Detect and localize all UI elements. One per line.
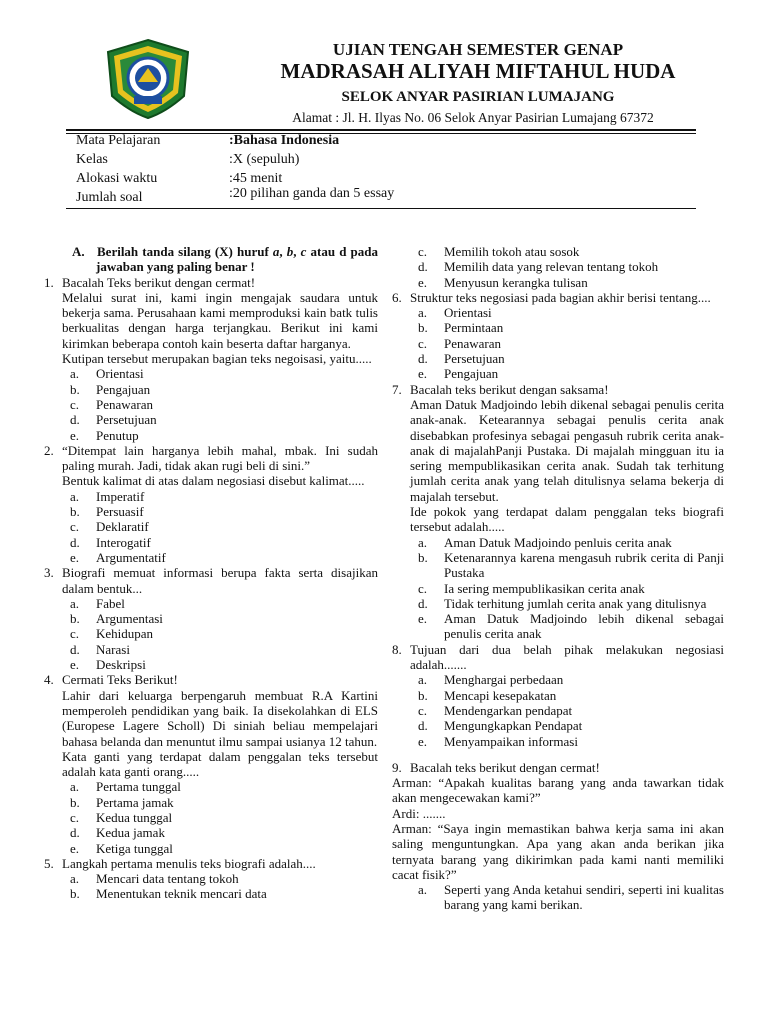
- question-9: [392, 760, 724, 775]
- option-a[interactable]: a. Orientasi: [418, 305, 492, 321]
- question-1: [44, 275, 378, 290]
- option-b[interactable]: b. Mencapi kesepakatan: [418, 687, 557, 703]
- dialogue-line: Arman: “Saya ingin memastikan bahwa kerja sama ini akan saling menguntungkan. Apa yang akan anda berikan jika ternyata barang yang dikirimkan pada kami nanti memiliki cacat fisik?”: [392, 820, 724, 882]
- option-d[interactable]: d. Narasi: [70, 641, 130, 657]
- header-divider-thin: [66, 133, 696, 134]
- info-label: Alokasi waktu: [76, 171, 158, 186]
- options-list: [44, 596, 378, 672]
- option-e[interactable]: e. Aman Datuk Madjoindo lebih dikenal sebagai penulis cerita anak: [418, 611, 724, 642]
- option-e[interactable]: e. Menyampaikan informasi: [418, 733, 578, 749]
- school-name: MADRASAH ALIYAH MIFTAHUL HUDA: [280, 59, 676, 83]
- options-list: [392, 535, 724, 642]
- info-value: :Bahasa Indonesia: [229, 133, 340, 148]
- section-instruction: A. Berilah tanda silang (X) huruf a, b, c atau d pada jawaban yang paling benar !: [72, 244, 379, 275]
- options-list: [44, 871, 378, 902]
- option-a[interactable]: a. Mencari data tentang tokoh: [70, 871, 239, 887]
- question-prompt: Bentuk kalimat di atas dalam negosiasi disebut kalimat.....: [62, 473, 365, 489]
- question-prompt: Kutipan tersebut merupakan bagian teks negoisasi, yaitu.....: [62, 351, 372, 367]
- option-a[interactable]: a. Pertama tunggal: [70, 779, 181, 795]
- question-number: 9.: [392, 759, 402, 775]
- question-number: 6.: [392, 289, 402, 305]
- right-column: [392, 244, 724, 913]
- option-e[interactable]: e. Menyusun kerangka tulisan: [418, 274, 588, 290]
- option-b[interactable]: b. Pengajuan: [70, 381, 151, 397]
- question-number: 7.: [392, 381, 402, 397]
- options-list: [44, 489, 378, 565]
- option-d[interactable]: d. Mengungkapkan Pendapat: [418, 718, 583, 734]
- question-number: 8.: [392, 641, 402, 657]
- spacer: [392, 749, 724, 760]
- option-d[interactable]: d. Persetujuan: [70, 412, 157, 428]
- question-8: [392, 642, 724, 673]
- info-value: :X (sepuluh): [229, 152, 300, 167]
- question-number: 3.: [44, 565, 54, 581]
- options-list: [392, 672, 724, 748]
- option-a[interactable]: a. Fabel: [70, 595, 125, 611]
- info-label: Jumlah soal: [76, 190, 143, 205]
- option-b[interactable]: b. Menentukan teknik mencari data: [70, 886, 267, 902]
- option-c[interactable]: c. Memilih tokoh atau sosok: [418, 244, 580, 259]
- options-list: [392, 882, 724, 913]
- question-text: Bacalah teks berikut dengan saksama!: [410, 381, 609, 397]
- options-list: [44, 779, 378, 855]
- question-passage: Melalui surat ini, kami ingin mengajak saudara untuk bekerja sama. Perusahaan kami memproduksi kain batk tulis berkualitas dengan harga terjangkau. Berikut ini kami kirimkan beberapa contoh kain beserta daftar harganya.: [62, 289, 378, 351]
- question-text: Bacalah Teks berikut dengan cermat!: [62, 274, 256, 290]
- info-divider: [66, 208, 696, 209]
- option-e[interactable]: e. Pengajuan: [418, 366, 499, 382]
- question-text: Struktur teks negosiasi pada bagian akhir berisi tentang....: [410, 289, 711, 305]
- question-text: Biografi memuat informasi berupa fakta serta disajikan dalam bentuk...: [62, 565, 378, 596]
- dialogue-line: Ardi: .......: [392, 805, 446, 821]
- question-text: Langkah pertama menulis teks biografi adalah....: [62, 855, 316, 871]
- option-d[interactable]: d. Tidak terhitung jumlah cerita anak yang ditulisnya: [418, 595, 707, 611]
- question-prompt: Kata ganti yang terdapat dalam penggalan teks tersebut adalah kata ganti orang.....: [62, 748, 378, 780]
- info-label: Kelas: [76, 152, 108, 167]
- option-a[interactable]: a. Menghargai perbedaan: [418, 672, 564, 688]
- school-address: Alamat : Jl. H. Ilyas No. 06 Selok Anyar Pasirian Lumajang 67372: [292, 110, 654, 125]
- option-a[interactable]: a. Seperti yang Anda ketahui sendiri, seperti ini kualitas barang yang kami berikan.: [418, 882, 724, 913]
- options-list: [392, 305, 724, 381]
- option-a[interactable]: a. Orientasi: [70, 366, 144, 382]
- option-c[interactable]: c. Mendengarkan pendapat: [418, 702, 573, 718]
- option-b[interactable]: b. Persuasif: [70, 504, 144, 520]
- question-number: 4.: [44, 672, 54, 688]
- option-e[interactable]: e. Penutup: [70, 427, 139, 443]
- option-b[interactable]: b. Permintaan: [418, 320, 504, 336]
- option-d[interactable]: d. Interogatif: [70, 534, 151, 550]
- left-column: [44, 244, 378, 902]
- option-e[interactable]: e. Ketiga tunggal: [70, 840, 173, 856]
- option-b[interactable]: b. Pertama jamak: [70, 794, 174, 810]
- question-text: “Ditempat lain harganya lebih mahal, mbak. Ini sudah paling murah. Jadi, tidak akan rugi beli di sini.”: [62, 442, 378, 474]
- info-value: :20 pilihan ganda dan 5 essay: [229, 186, 395, 201]
- option-d[interactable]: d. Memilih data yang relevan tentang tokoh: [418, 259, 659, 275]
- exam-title: UJIAN TENGAH SEMESTER GENAP: [332, 40, 624, 59]
- question-passage: Aman Datuk Madjoindo lebih dikenal sebagai penulis cerita anak-anak. Ketearannya sebagai penulis cerita anak disebabkan profesinya sebagai pengasuh rubrik cerita anak-anak di majalahPanji Pustaka. Di majalah mingguan itu ia sering mempublikasikan cerita anak. Sudah tak terhitung jumlah cerita anak yang telah ditulisnya selama bekerja di majalah tersebut.: [410, 396, 724, 504]
- options-list: [44, 366, 378, 442]
- option-c[interactable]: c. Deklaratif: [70, 519, 149, 535]
- question-number: 2.: [44, 442, 54, 458]
- option-d[interactable]: d. Kedua jamak: [70, 825, 165, 841]
- option-a[interactable]: a. Aman Datuk Madjoindo penluis cerita anak: [418, 534, 672, 550]
- option-e[interactable]: e. Argumentatif: [70, 549, 166, 565]
- option-c[interactable]: c. Ia sering mempublikasikan cerita anak: [418, 580, 645, 596]
- option-d[interactable]: d. Persetujuan: [418, 351, 505, 367]
- question-5: [44, 856, 378, 871]
- question-3: [44, 565, 378, 596]
- question-number: 5.: [44, 855, 54, 871]
- dialogue-line: Arman: “Apakah kualitas barang yang anda tawarkan tidak akan mengecewakan kami?”: [392, 775, 724, 806]
- info-value: :45 menit: [229, 171, 283, 186]
- question-text: Cermati Teks Berikut!: [62, 672, 178, 688]
- question-number: 1.: [44, 274, 54, 290]
- option-c[interactable]: c. Kedua tunggal: [70, 809, 173, 825]
- option-c[interactable]: c. Penawaran: [70, 396, 154, 412]
- info-label: Mata Pelajaran: [76, 133, 161, 148]
- school-logo: [104, 38, 192, 120]
- question-4: [44, 672, 378, 687]
- option-b[interactable]: b. Ketenarannya karena mengasuh rubrik cerita di Panji Pustaka: [418, 549, 724, 581]
- question-2: [44, 443, 378, 474]
- question-prompt: Ide pokok yang terdapat dalam penggalan teks biografi tersebut adalah.....: [410, 504, 724, 535]
- school-location: SELOK ANYAR PASIRIAN LUMAJANG: [341, 89, 615, 105]
- option-b[interactable]: b. Argumentasi: [70, 611, 163, 627]
- question-passage: Lahir dari keluarga berpengaruh membuat R.A Kartini memperoleh pendidikan yang baik. Ia disekolahkan di ELS (Europese Lagere Scholl) Di siniah beliau mempelajari bahasa belanda dan menuntut ilmu sampai usianya 12 tahun.: [62, 687, 378, 749]
- header-divider: [66, 129, 696, 131]
- question-7: [392, 382, 724, 397]
- question-text: Bacalah teks berikut dengan cermat!: [410, 759, 600, 775]
- option-c[interactable]: c. Penawaran: [418, 335, 502, 351]
- option-a[interactable]: a. Imperatif: [70, 488, 145, 504]
- option-e[interactable]: e. Deskripsi: [70, 657, 146, 673]
- question-text: Tujuan dari dua belah pihak melakukan negosiasi adalah.......: [410, 641, 724, 673]
- question-6: [392, 290, 724, 305]
- option-c[interactable]: c. Kehidupan: [70, 626, 154, 642]
- options-list: [392, 244, 724, 290]
